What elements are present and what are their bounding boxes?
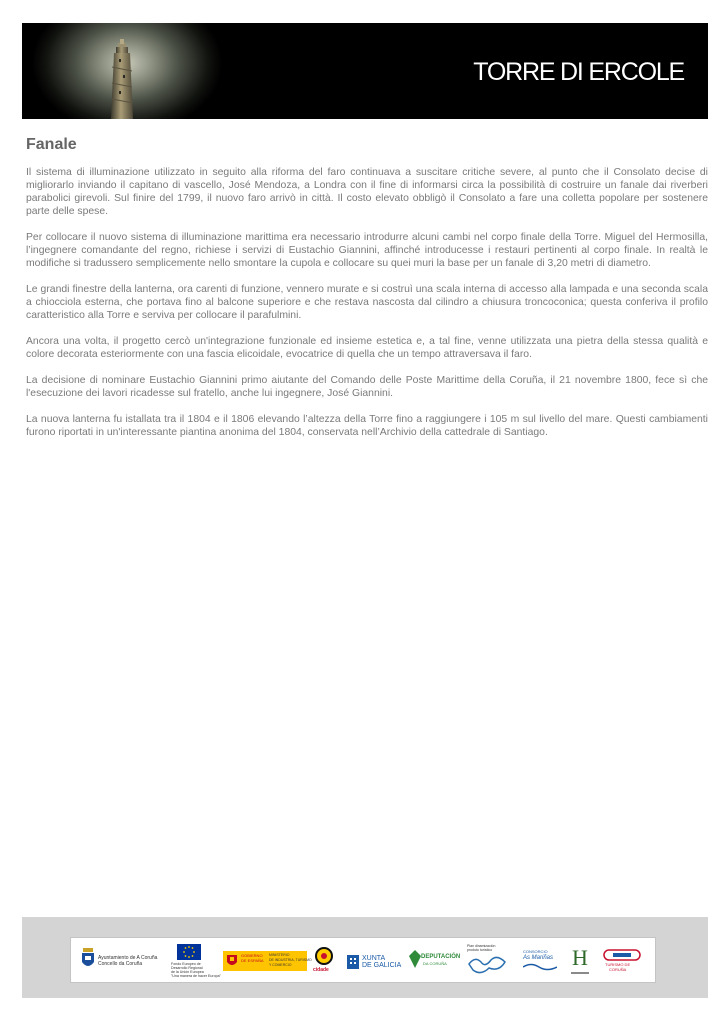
ministerio-line1: GOBIERNO [241, 953, 263, 958]
footer-band [22, 917, 708, 998]
paragraph: Le grandi finestre della lanterna, ora carenti di funzione, vennero murate e si costruì una scala interna di accesso alla lampada e una seconda scala a chiocciola esterna, che portava fino al balcone superiore e che restava nascosta dal cilindro a chiusura troncoconica; questa conferiva il profilo caratteristico alla Torre e serviva per collocare il parafulmini. [26, 284, 708, 321]
ministerio-line2: DE ESPAÑA [241, 958, 264, 963]
xunta-line1: XUNTA [362, 955, 386, 962]
plan-dinamizacion-logo [465, 944, 513, 978]
deputacion-line2: DA CORUÑA [423, 961, 447, 966]
paragraph: Ancora una volta, il progetto cercò un'integrazione funzionale ed insieme estetica e, a tal fine, venne utilizzata una pietra della stessa qualità e colore decorata esteriormente con una fascia elicoidale, evocatrice di quella che un tempo attraversava il faro. [26, 336, 708, 360]
ayuntamiento-line2: Concello da Coruña [98, 961, 143, 967]
header-title: TORRE DI ERCOLE [473, 58, 684, 86]
paragraph: La nuova lanterna fu istallata tra il 1804 e il 1806 elevando l’altezza della Torre fino a raggiungere i 105 m sul livello del mare. Questi cambiamenti furono riportati in un'interessante piantina anonima del 1804, conservata nell’Archivio della cattedrale di Santiago. [26, 414, 708, 438]
ministerio-line5: Y COMERCIO [269, 963, 292, 967]
xunta-line2: DE GALICIA [362, 962, 402, 969]
cidade-emblem-icon [315, 947, 333, 965]
section-title: Fanale [26, 136, 77, 153]
ayuntamiento-logo [81, 944, 161, 978]
header-banner [22, 23, 708, 119]
feder-line4: "Una manera de hacer Europa" [171, 974, 221, 978]
consorcio-line1: CONSORCIO [523, 949, 548, 954]
plan-line2: produto turístico [467, 948, 493, 952]
feder-line1: Fondo Europeo de [171, 962, 201, 966]
coastline-map-icon [467, 954, 507, 976]
sponsor-logo-strip [70, 937, 656, 983]
xunta-logo [345, 944, 403, 978]
consorcio-line2: As Mariñas [523, 955, 554, 961]
cidade-label: cidade [313, 967, 329, 973]
ministerio-line4: DE INDUSTRIA, TURISMO [269, 958, 312, 962]
deputacion-emblem-icon [409, 950, 421, 968]
ministerio-logo [223, 944, 312, 978]
eu-flag-icon [177, 944, 201, 960]
feder-line3: de la Unión Europea [171, 970, 204, 974]
xunta-emblem-icon [347, 955, 359, 969]
turismo-coruna-logo [601, 944, 645, 978]
deputacion-line1: DEPUTACIÓN [421, 954, 461, 960]
turismo-line2: CORUÑA [609, 967, 627, 972]
plan-line1: Plan dinamización [467, 944, 496, 948]
cidade-logo [311, 944, 337, 978]
hq-mark: H [572, 945, 588, 970]
spain-shield-icon [226, 954, 238, 968]
paragraph: La decisione di nominare Eustachio Giannini primo aiutante del Comando delle Poste Marittime della Coruña, il 21 novembre 1800, fece sì che l'esecuzione dei lavori ricadesse sul fratello, anche lui ingegnere, José Giannini. [26, 375, 708, 399]
ministerio-line3: MINISTERIO [269, 953, 290, 957]
wave-icon [523, 962, 557, 972]
turismo-line1: TURISMO DE [605, 962, 631, 967]
consorcio-logo [519, 944, 563, 978]
hq-logo [569, 944, 593, 978]
coat-of-arms-icon [81, 948, 95, 970]
lighthouse-image [22, 23, 252, 119]
feder-line2: Desarrollo Regional [171, 966, 203, 970]
deputacion-logo [409, 944, 461, 978]
paragraph: Per collocare il nuovo sistema di illuminazione marittima era necessario introdurre alcuni cambi nel corpo finale della Torre. Miguel del Hermosilla, l’ingegnere comandante del regno, richiese i servizi di Eustachio Giannini, affinché introducesse i restauri pertinenti al corpo finale. In realtà le modifiche si tradussero semplicemente nello smontare la cupola e collocare su quei muri la base per un fanale di 3,20 metri di diametro. [26, 232, 708, 269]
hq-underline [571, 972, 589, 974]
paragraph: Il sistema di illuminazione utilizzato in seguito alla riforma del faro continuava a suscitare critiche severe, al punto che il Consolato decise di migliorarlo inviando il capitano di vascello, José Mendoza, a Londra con il fine di informarsi circa la possibilità di costruire un fanale dai riverberi parabolici girevoli. Sul finire del 1799, il nuovo faro arrivò in città. Il costo elevato obbligò il Consolato a fare una colletta popolare per sostenere parte delle spese. [26, 167, 708, 217]
article [26, 136, 708, 452]
feder-logo [171, 944, 221, 978]
turismo-emblem-icon [603, 949, 641, 961]
ayuntamiento-line1: Ayuntamiento de A Coruña [98, 955, 158, 961]
